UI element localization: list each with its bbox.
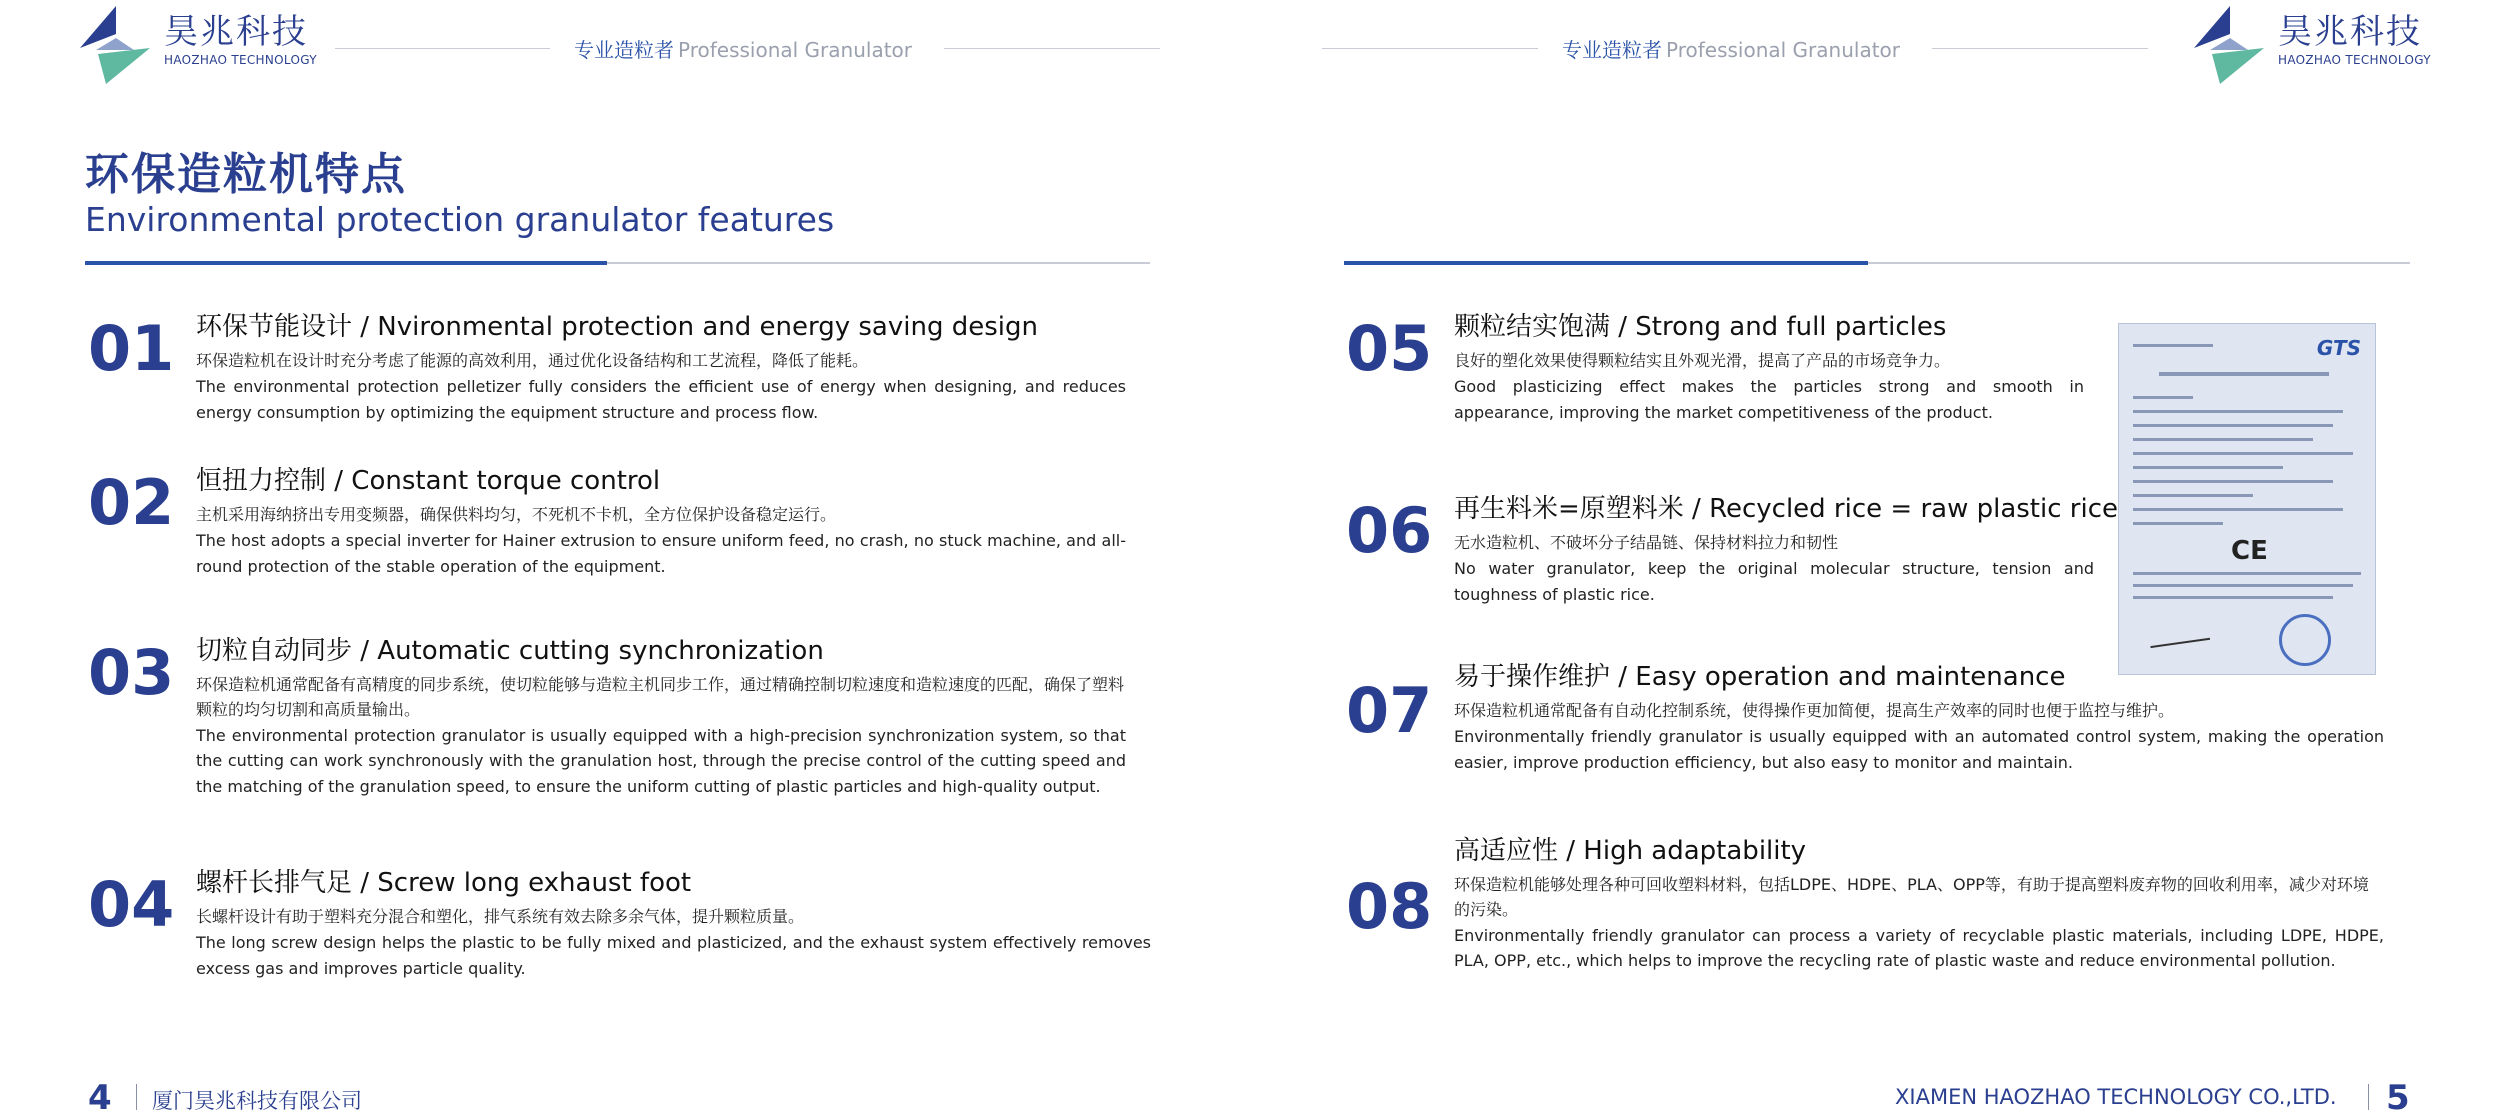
company-logo-right [2190,4,2431,86]
feature-desc-cn: 良好的塑化效果使得颗粒结实且外观光滑，提高了产品的市场竞争力。 [1454,351,1951,371]
logo-mark-icon [76,4,156,86]
feature-desc-en: Environmentally friendly granulator can process a variety of recyclable plastic materials, including LDPE, HDPE, PLA, OPP, etc., which helps to improve the recycling rate of plastic waste and reduce environmental pollution. [1454,925,2384,971]
header-divider [944,48,1160,49]
logo-cn-text: 昊兆科技 [164,12,308,52]
feature-desc-en: Environmentally friendly granulator is usually equipped with an automated control system, making the operation easier, improve production efficiency, but also easy to monitor and maintain. [1454,726,2384,772]
title-rule-left [85,262,1150,264]
page-title-cn: 环保造粒机特点 [85,149,407,200]
tagline-en: Professional Granulator [1666,38,1900,62]
feature-desc-en: The host adopts a special inverter for Hainer extrusion to ensure uniform feed, no crash, no stuck machine, and all-round protection of the stable operation of the equipment. [196,530,1126,576]
feature-number: 05 [1346,312,1433,385]
logo-mark-icon [2190,4,2270,86]
feature-number: 08 [1346,870,1433,943]
feature-desc-cn: 环保造粒机通常配备有高精度的同步系统，使切粒能够与造粒主机同步工作，通过精确控制切粒速度和造粒速度的匹配，确保了塑料颗粒的均匀切割和高质量输出。 [196,675,1125,719]
footer-separator [136,1084,137,1110]
feature-heading: 易于操作维护 / Easy operation and maintenance [1454,662,2066,692]
feature-heading: 切粒自动同步 / Automatic cutting synchronization [196,636,824,666]
header-tagline-left [574,34,912,63]
feature-desc-en: No water granulator, keep the original molecular structure, tension and toughness of plastic rice. [1454,558,2094,604]
feature-desc-cn: 环保造粒机能够处理各种可回收塑料材料，包括LDPE、HDPE、PLA、OPP等，有助于提高塑料废弃物的回收利用率，减少对环境的污染。 [1454,875,2369,919]
feature-heading: 高适应性 / High adaptability [1454,836,1807,866]
header-divider [1932,48,2148,49]
feature-heading: 环保节能设计 / Nvironmental protection and energy saving design [196,312,1038,342]
footer-company-en: XIAMEN HAOZHAO TECHNOLOGY CO.,LTD. [1895,1085,2337,1109]
logo-en-text: HAOZHAO TECHNOLOGY [2278,53,2431,68]
tagline-cn: 专业造粒者 [1562,38,1662,62]
header-tagline-right [1562,34,1900,63]
feature-number: 07 [1346,674,1433,747]
ce-certificate-image [2118,323,2376,675]
feature-number: 06 [1346,494,1433,567]
signature-mark [2148,620,2210,648]
feature-desc-en: The long screw design helps the plastic to be fully mixed and plasticized, and the exhaust system effectively removes excess gas and improves particle quality. [196,932,1151,978]
feature-desc-cn: 环保造粒机通常配备有自动化控制系统，使得操作更加简便，提高生产效率的同时也便于监控与维护。 [1454,701,2175,721]
tagline-en: Professional Granulator [678,38,912,62]
company-logo-left [76,4,317,86]
footer-separator [2368,1084,2369,1110]
logo-en-text: HAOZHAO TECHNOLOGY [164,53,317,68]
header-divider [1322,48,1538,49]
feature-heading: 颗粒结实饱满 / Strong and full particles [1454,312,1947,342]
logo-cn-text: 昊兆科技 [2278,12,2422,52]
feature-desc-en: Good plasticizing effect makes the particles strong and smooth in appearance, improving the market competitiveness of the product. [1454,376,2084,422]
feature-heading: 再生料米=原塑料米 / Recycled rice = raw plastic rice [1454,494,2118,524]
feature-desc-cn: 无水造粒机、不破坏分子结晶链、保持材料拉力和韧性 [1454,533,1839,553]
feature-desc-cn: 长螺杆设计有助于塑料充分混合和塑化，排气系统有效去除多余气体，提升颗粒质量。 [196,907,805,927]
feature-desc-en: The environmental protection pelletizer fully considers the efficient use of energy when designing, and reduces energy consumption by optimizing the equipment structure and process flow. [196,376,1126,422]
feature-number: 04 [88,868,175,941]
feature-desc-en: The environmental protection granulator is usually equipped with a high-precision synchronization system, so that the cutting can work synchronously with the granulation host, through the precise control of the cutting speed and the matching of the granulation speed, to ensure the uniform cutting of plastic particles and high-quality output. [196,725,1126,796]
tagline-cn: 专业造粒者 [574,38,674,62]
feature-heading: 螺杆长排气足 / Screw long exhaust foot [196,868,692,898]
feature-number: 01 [88,312,175,385]
seal-stamp-icon [2279,614,2331,666]
feature-number: 02 [88,466,175,539]
feature-number: 03 [88,636,175,709]
cert-brand-logo: GTS [2316,336,2361,360]
page-number-right: 5 [2386,1078,2410,1111]
feature-desc-cn: 环保造粒机在设计时充分考虑了能源的高效利用，通过优化设备结构和工艺流程，降低了能耗。 [196,351,869,371]
footer-company-cn: 厦门昊兆科技有限公司 [152,1089,362,1111]
header-divider [335,48,550,49]
page-title-en: Environmental protection granulator features [85,200,835,239]
feature-desc-cn: 主机采用海纳挤出专用变频器，确保供料均匀，不死机不卡机，全方位保护设备稳定运行。 [196,505,837,525]
title-rule-right [1344,262,2410,264]
feature-heading: 恒扭力控制 / Constant torque control [196,466,661,496]
page-number-left: 4 [88,1078,112,1111]
ce-mark: CE [2231,536,2268,566]
